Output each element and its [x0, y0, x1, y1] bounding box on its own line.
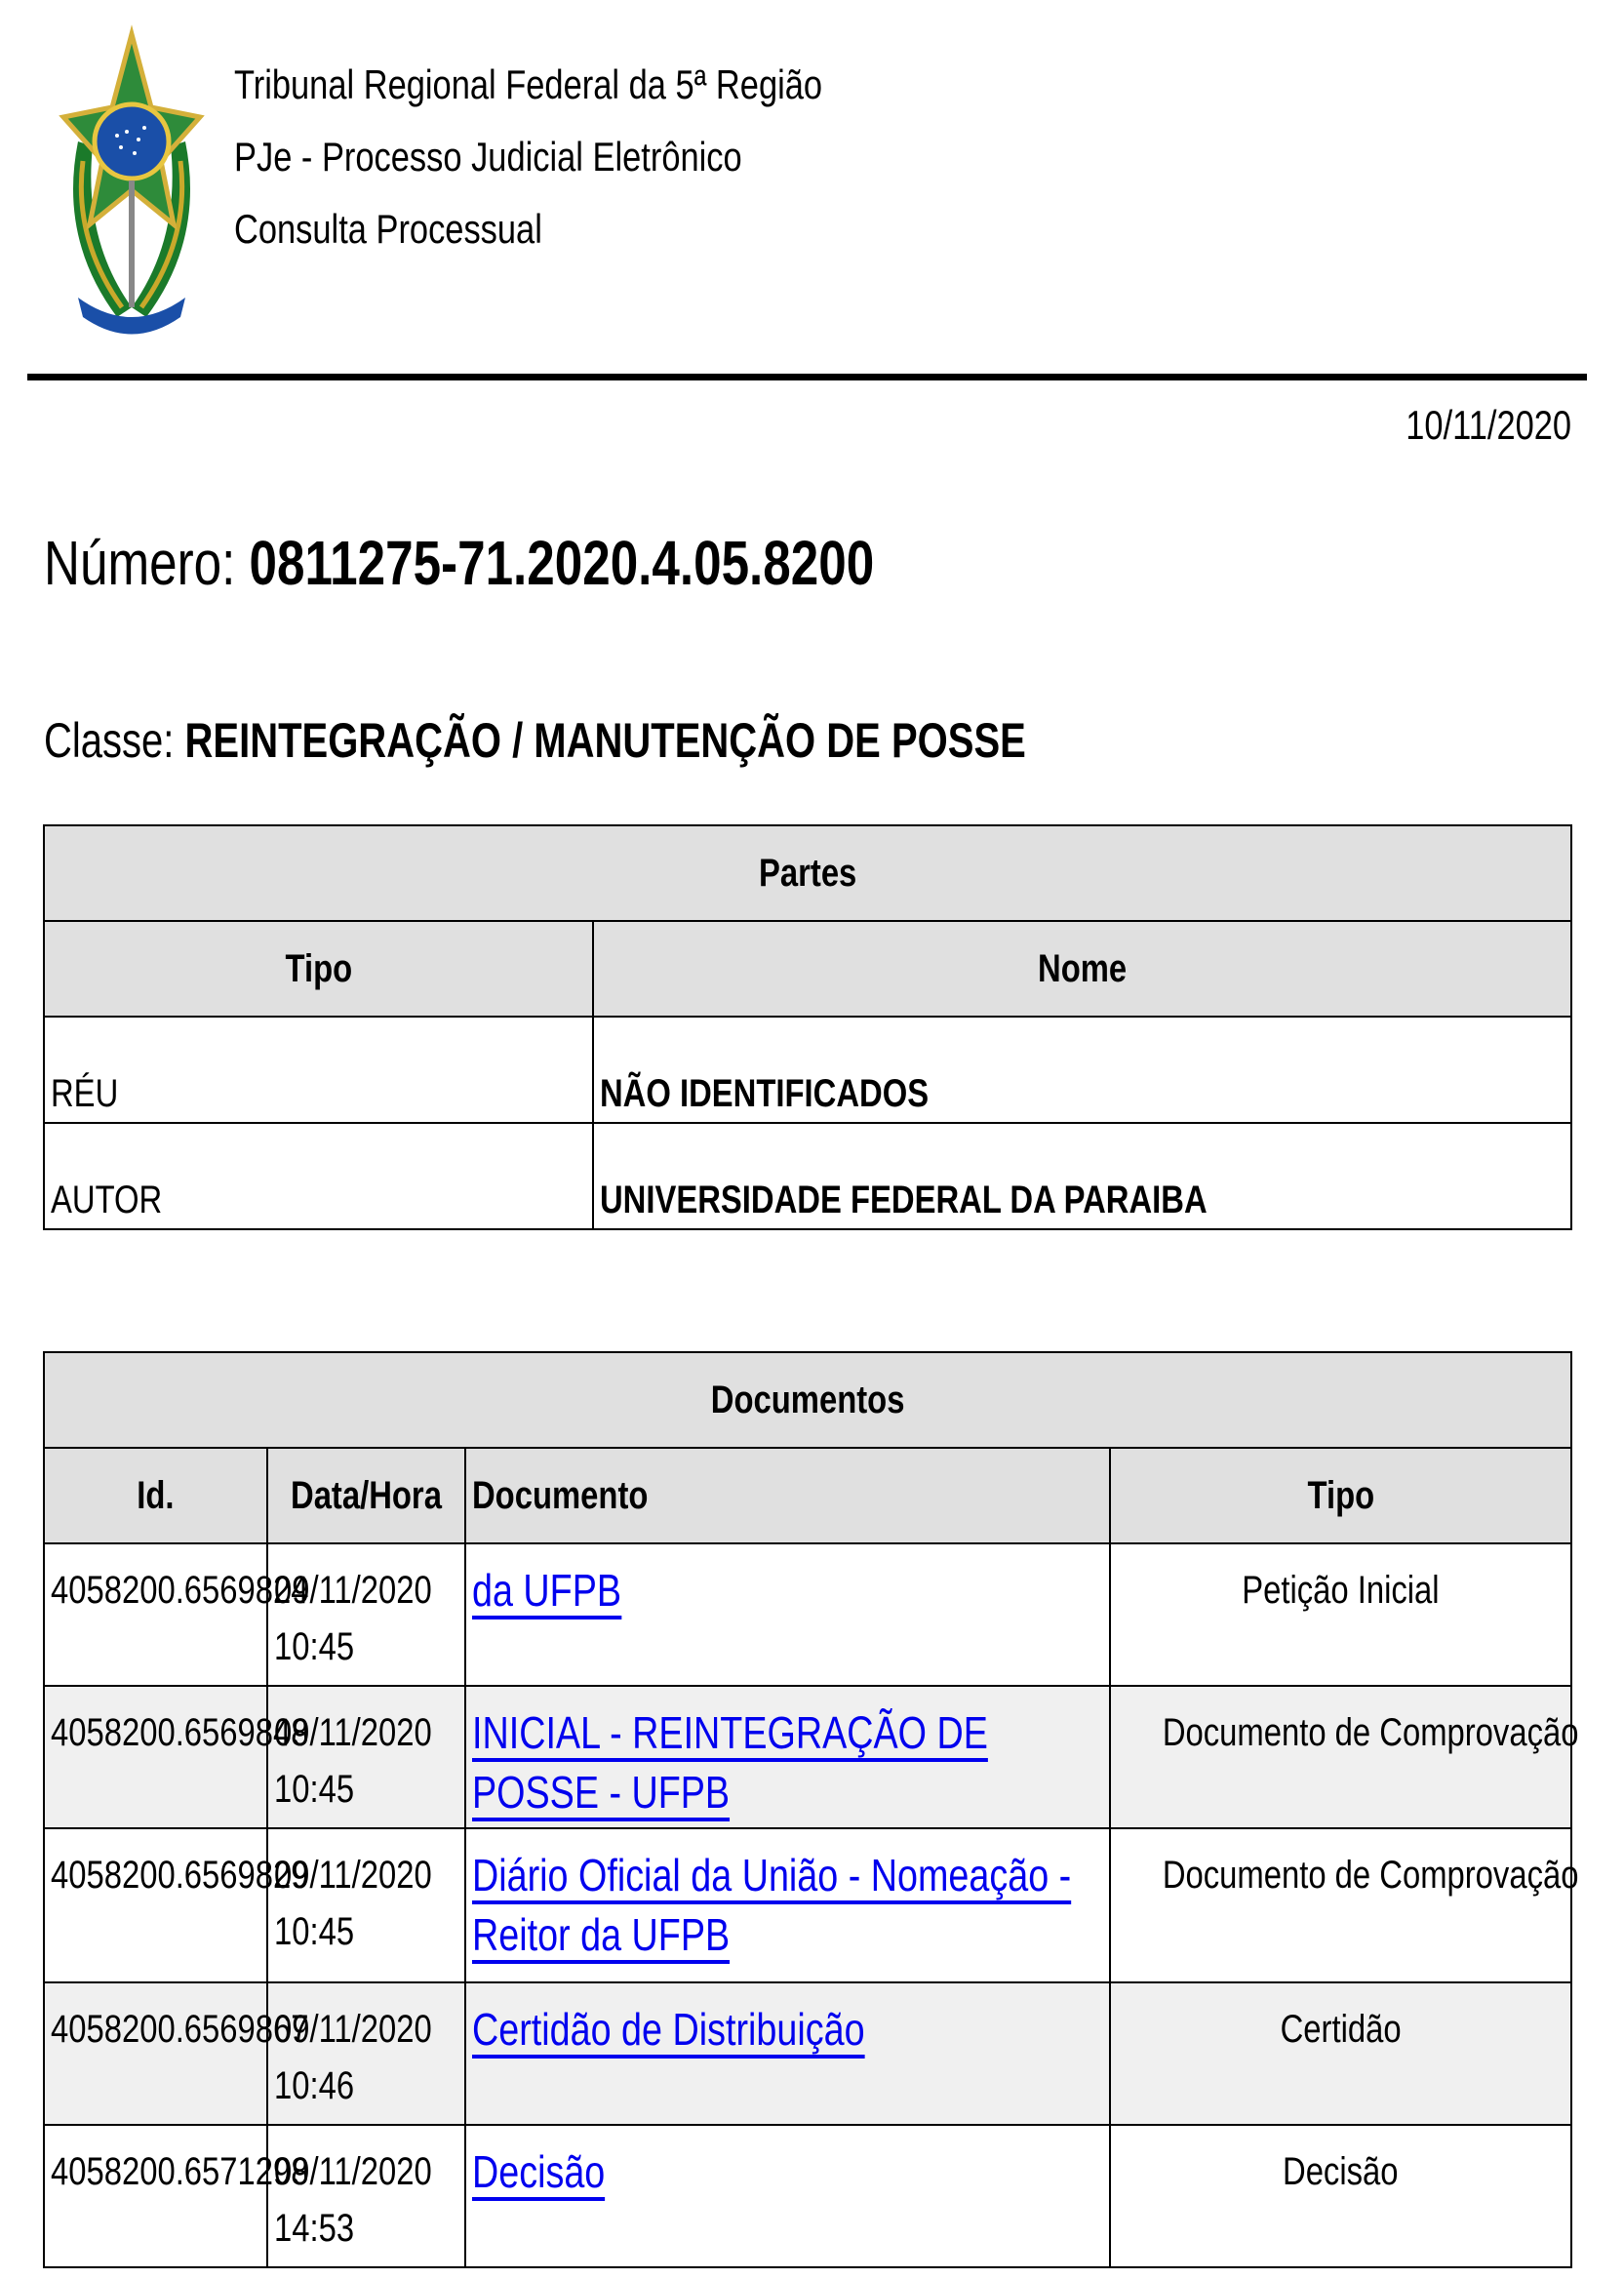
doc-documento — [465, 1543, 1110, 1686]
doc-datahora: 09/11/2020 10:46 — [267, 1982, 465, 2125]
table-row — [44, 1828, 1571, 1982]
court-name: Tribunal Regional Federal da 5ª Região — [234, 61, 823, 107]
documents-col-documento: Documento — [465, 1448, 1110, 1543]
documents-title: Documentos — [44, 1352, 1571, 1448]
doc-datahora: 09/11/2020 14:53 — [267, 2125, 465, 2267]
table-row — [44, 1123, 1571, 1229]
documents-col-id: Id. — [44, 1448, 267, 1543]
parties-col-nome: Nome — [593, 921, 1571, 1017]
doc-datahora: 09/11/2020 10:45 — [267, 1686, 465, 1828]
process-class-value: REINTEGRAÇÃO / MANUTENÇÃO DE POSSE — [184, 713, 1026, 768]
brazil-coat-of-arms-icon — [59, 24, 205, 356]
document-link[interactable]: Certidão de Distribuição — [472, 2004, 865, 2059]
party-tipo: RÉU — [44, 1017, 593, 1123]
doc-id: 4058200.6571298 — [44, 2125, 267, 2267]
process-number-label: Número: — [44, 528, 236, 598]
doc-tipo: Documento de Comprovação — [1110, 1828, 1571, 1982]
header-text — [234, 49, 822, 265]
doc-tipo: Documento de Comprovação — [1110, 1686, 1571, 1828]
print-date: 10/11/2020 — [1406, 402, 1571, 448]
doc-documento — [465, 1828, 1110, 1982]
process-number — [44, 527, 874, 599]
doc-id: 4058200.6569848 — [44, 1686, 267, 1828]
parties-table — [43, 824, 1572, 1230]
process-class-label: Classe: — [44, 713, 175, 768]
system-name: PJe - Processo Judicial Eletrônico — [234, 134, 742, 180]
process-class — [44, 712, 1026, 769]
doc-documento — [465, 1982, 1110, 2125]
doc-tipo: Decisão — [1110, 2125, 1571, 2267]
doc-id: 4058200.6569829 — [44, 1828, 267, 1982]
parties-title: Partes — [44, 825, 1571, 921]
documents-table — [43, 1351, 1579, 2268]
page-header — [0, 0, 1612, 380]
table-row — [44, 2125, 1571, 2267]
doc-id: 4058200.6569867 — [44, 1982, 267, 2125]
table-row — [44, 1982, 1571, 2125]
doc-datahora: 09/11/2020 10:45 — [267, 1828, 465, 1982]
doc-tipo: Petição Inicial — [1110, 1543, 1571, 1686]
party-nome: NÃO IDENTIFICADOS — [593, 1017, 1571, 1123]
doc-documento — [465, 2125, 1110, 2267]
party-nome: UNIVERSIDADE FEDERAL DA PARAIBA — [593, 1123, 1571, 1229]
process-number-value: 0811275-71.2020.4.05.8200 — [249, 528, 875, 598]
document-link[interactable]: INICIAL - REINTEGRAÇÃO DE POSSE - UFPB — [472, 1707, 988, 1821]
table-row — [44, 1686, 1571, 1828]
documents-col-tipo: Tipo — [1110, 1448, 1571, 1543]
document-link[interactable]: da UFPB — [472, 1565, 621, 1619]
party-tipo: AUTOR — [44, 1123, 593, 1229]
page-name: Consulta Processual — [234, 206, 542, 252]
doc-id: 4058200.6569824 — [44, 1543, 267, 1686]
document-link[interactable]: Diário Oficial da União - Nomeação - Reitor da UFPB — [472, 1850, 1071, 1964]
doc-documento — [465, 1686, 1110, 1828]
document-link[interactable]: Decisão — [472, 2146, 605, 2201]
header-divider — [27, 374, 1587, 380]
table-row — [44, 1017, 1571, 1123]
table-row — [44, 1543, 1571, 1686]
documents-col-datahora: Data/Hora — [267, 1448, 465, 1543]
parties-col-tipo: Tipo — [44, 921, 593, 1017]
doc-datahora: 09/11/2020 10:45 — [267, 1543, 465, 1686]
doc-tipo: Certidão — [1110, 1982, 1571, 2125]
